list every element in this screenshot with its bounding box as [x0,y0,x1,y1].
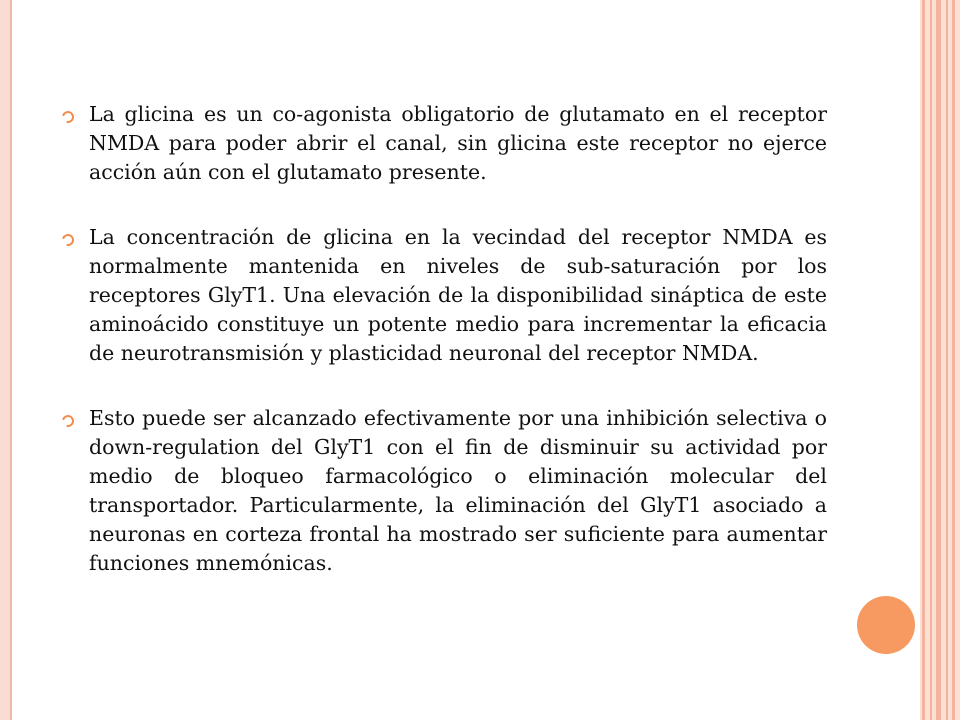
right-frame-stripe [946,0,948,720]
left-frame-line [10,0,12,720]
bullet-ring-icon [60,232,76,248]
bullet-text: Esto puede ser alcanzado efectivamente por una inhibición selectiva o down-regulation del GlyT1 con el fin de disminuir su actividad por medio de bloqueo farmacológico o eliminación molecular del transportador. Particularmente, la eliminación del GlyT1 asociado a neuronas en corteza frontal ha mostrado ser suficiente para aumentar funciones mnemónicas. [89,406,827,575]
bullet-text: La glicina es un co-agonista obligatorio de glutamato en el receptor NMDA para poder abrir el canal, sin glicina este receptor no ejerce acción aún con el glutamato presente. [89,102,827,184]
bullet-item [62,223,827,368]
right-frame-stripe [936,0,941,720]
bullet-ring-icon [60,109,76,125]
decorative-orange-circle [857,596,915,654]
left-frame-band [0,0,10,720]
right-frame-stripe [952,0,955,720]
slide-content [62,100,827,578]
right-frame-stripe [930,0,932,720]
bullet-text: La concentración de glicina en la vecindad del receptor NMDA es normalmente mantenida en niveles de sub-saturación por los receptores GlyT1. Una elevación de la disponibilidad sináptica de este aminoácido constituye un potente medio para incrementar la eficacia de neurotransmisión y plasticidad neuronal del receptor NMDA. [89,225,827,365]
right-frame-stripe [922,0,925,720]
bullet-ring-icon [60,413,76,429]
bullet-item [62,100,827,187]
bullet-item [62,404,827,578]
